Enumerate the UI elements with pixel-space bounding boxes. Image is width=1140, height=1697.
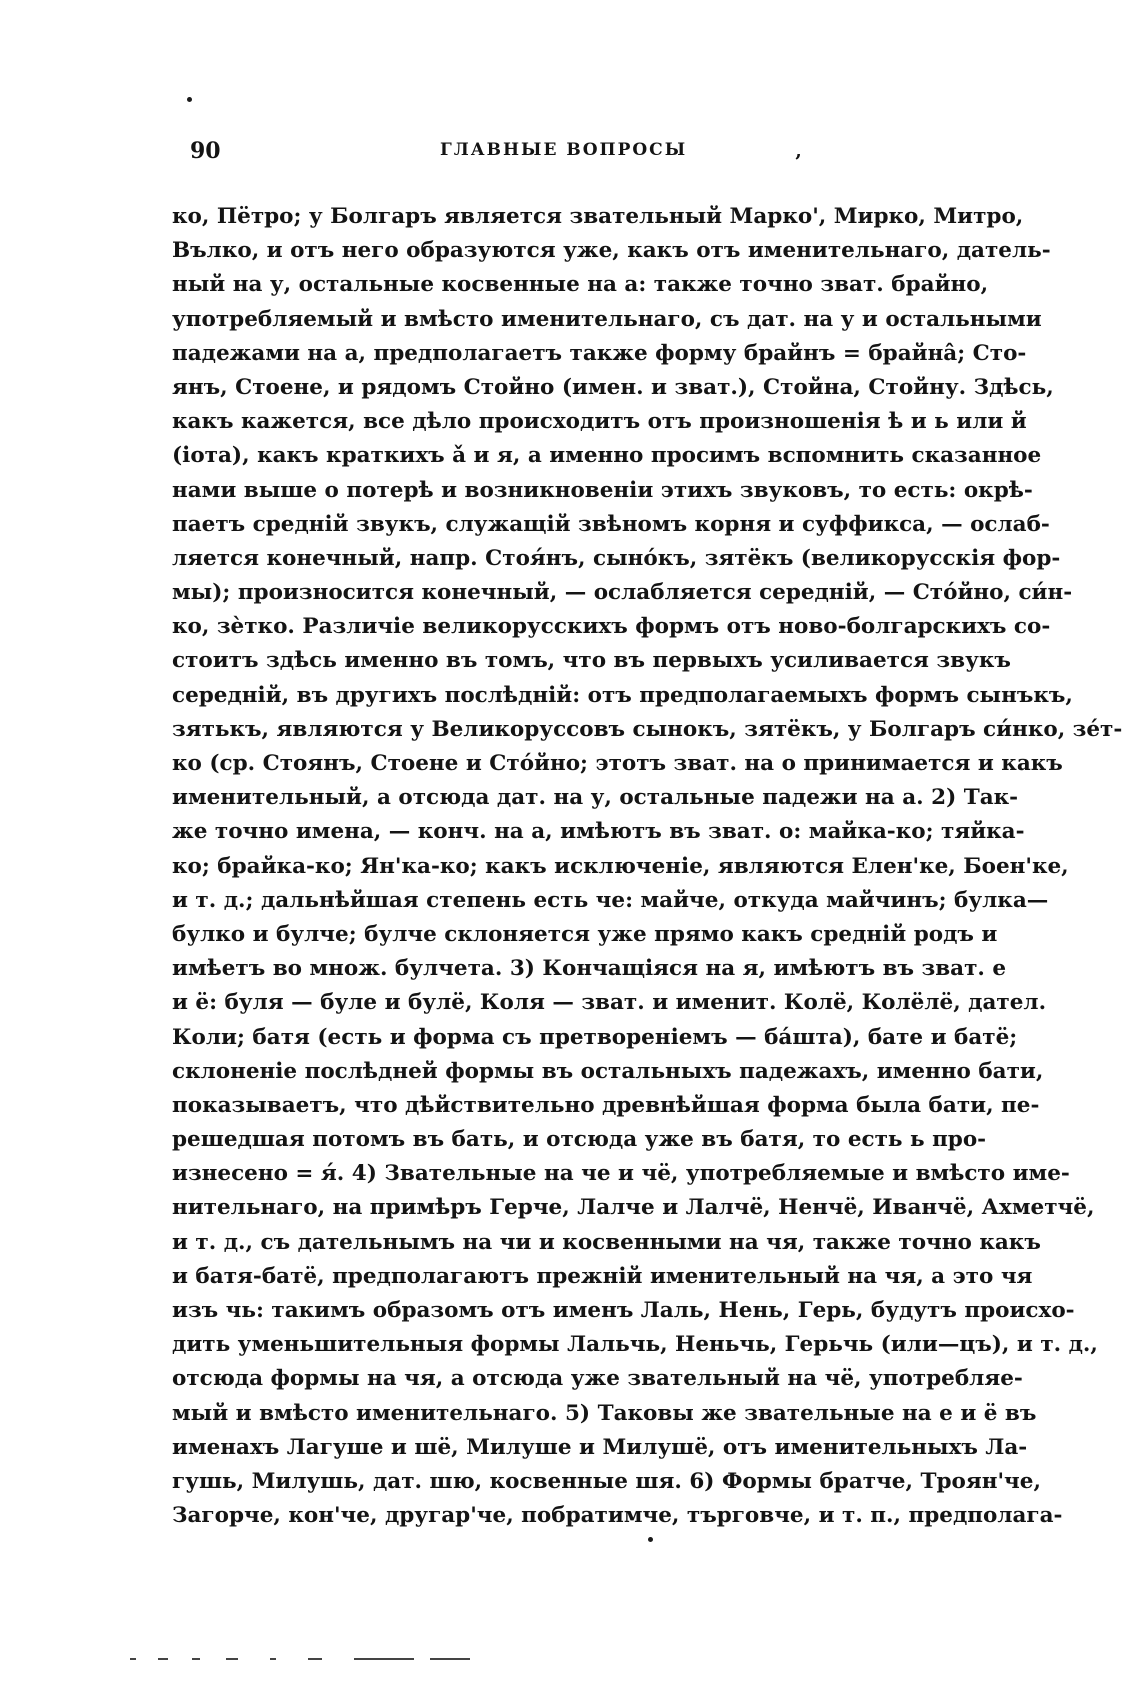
text-line: Загорче, кон'че, другар'че, побратимче, търговче, и т. п., предполага- <box>172 1503 1063 1529</box>
text-line: ко, зѐтко. Различіе великорусскихъ формъ отъ ново-болгарскихъ со- <box>172 614 1051 640</box>
text-line: гушь, Милушь, дат. шю, косвенные шя. 6) Формы братче, Троян'че, <box>172 1468 1041 1494</box>
text-line: нительнаго, на примѣръ Герче, Лалче и Лалчё, Ненчё, Иванчё, Ахметчё, <box>172 1195 1095 1221</box>
text-line: же точно имена, — конч. на а, имѣютъ въ зват. о: майка-ко; тяйка- <box>172 819 1025 845</box>
text-line: имѣетъ во множ. булчета. 3) Кончащіяся на я, имѣютъ въ зват. е <box>172 956 1007 982</box>
page-header <box>190 138 810 168</box>
text-line: и т. д., съ дательнымъ на чи и косвенными на чя, также точно какъ <box>172 1229 1041 1255</box>
text-line: изнесено = я́. 4) Звательные на че и чё, употребляемые и вмѣсто име- <box>172 1161 1070 1187</box>
text-line: именахъ Лагуше и шё, Милуше и Милушё, отъ именительныхъ Ла- <box>172 1434 1028 1460</box>
text-line: и ё: буля — буле и булё, Коля — зват. и именит. Колё, Колёлё, дател. <box>172 990 1047 1016</box>
text-line: склоненіе послѣдней формы въ остальныхъ падежахъ, именно бати, <box>172 1058 1044 1084</box>
text-line: ный на у, остальные косвенные на а: также точно зват. брайно, <box>172 272 989 298</box>
text-line: мый и вмѣсто именительнаго. 5) Таковы же звательные на е и ё въ <box>172 1400 1037 1426</box>
text-line: употребляемый и вмѣсто именительнаго, съ дат. на у и остальными <box>172 306 1042 332</box>
text-line: ко; брайка-ко; Ян'ка-ко; какъ исключеніе, являются Елен'ке, Боен'ке, <box>172 853 1069 879</box>
text-line: середній, въ другихъ послѣдній: отъ предполагаемыхъ формъ сынъкъ, <box>172 682 1073 708</box>
text-line: решедшая потомъ въ бать, и отсюда уже въ батя, то есть ь про- <box>172 1127 987 1153</box>
text-line: мы); произносится конечный, — ослабляется середній, — Стóйно, си́н- <box>172 580 1073 606</box>
text-line: паетъ средній звукъ, служащій звѣномъ корня и суффикса, — ослаб- <box>172 511 1050 537</box>
ink-speck-top <box>187 97 192 102</box>
body-text <box>172 200 1123 1533</box>
text-line: стоитъ здѣсь именно въ томъ, что въ первыхъ усиливается звукъ <box>172 648 1011 674</box>
text-line: именительный, а отсюда дат. на у, остальные падежи на а. 2) Так- <box>172 785 1019 811</box>
text-line: и батя-батё, предполагаютъ прежній именительный на чя, а это чя <box>172 1263 1033 1289</box>
running-title: ГЛАВНЫЕ ВОПРОСЫ <box>440 140 688 160</box>
text-line: нами выше о потерѣ и возникновеніи этихъ звуковъ, то есть: окрѣ- <box>172 477 1033 503</box>
text-line: падежами на а, предполагаетъ также форму брайнъ = брайнâ; Сто- <box>172 340 1027 366</box>
text-line: булко и булче; булче склоняется уже прямо какъ средній родъ и <box>172 921 998 947</box>
header-mark: ‚ <box>795 138 802 162</box>
text-line: отсюда формы на чя, а отсюда уже звательный на чё, употребляе- <box>172 1366 1023 1392</box>
page-number: 90 <box>190 138 221 164</box>
text-line: ко, Пётро; у Болгаръ является звательный Марко', Мирко, Митро, <box>172 204 1024 229</box>
text-line: изъ чь: такимъ образомъ отъ именъ Лаль, Нень, Герь, будутъ происхо- <box>172 1298 1075 1323</box>
text-line: какъ кажется, все дѣло происходитъ отъ произношенія ѣ и ь или й <box>172 409 1027 435</box>
text-line: ко (ср. Стоянъ, Стоене и Стóйно; этотъ зват. на о принимается и какъ <box>172 751 1063 776</box>
text-line: Коли; батя (есть и форма съ претвореніемъ — бáшта), бате и батё; <box>172 1024 1018 1050</box>
scan-artifact-marks <box>130 1658 530 1662</box>
text-line: зятькъ, являются у Великоруссовъ сынокъ, зятёкъ, у Болгаръ си́нко, зе́т- <box>172 716 1123 742</box>
text-line: и т. д.; дальнѣйшая степень есть че: майче, откуда майчинъ; булка— <box>172 887 1049 913</box>
text-line: дить уменьшительныя формы Лальчь, Неньчь, Герьчь (или—цъ), и т. д., <box>172 1332 1098 1358</box>
text-line: янъ, Стоене, и рядомъ Стойно (имен. и зват.), Стойна, Стойну. Здѣсь, <box>172 374 1054 400</box>
text-line: (iота), какъ краткихъ ǎ и я, а именно просимъ вспомнить сказанное <box>172 443 1042 469</box>
text-line: Вълко, и отъ него образуются уже, какъ отъ именительнаго, датель- <box>172 238 1051 264</box>
ink-speck-bottom <box>648 1537 653 1542</box>
text-line: показываетъ, что дѣйствительно древнѣйшая форма была бати, пе- <box>172 1092 1040 1118</box>
text-line: ляется конечный, напр. Стоя́нъ, сынóкъ, зятёкъ (великорусскія фор- <box>172 545 1061 571</box>
